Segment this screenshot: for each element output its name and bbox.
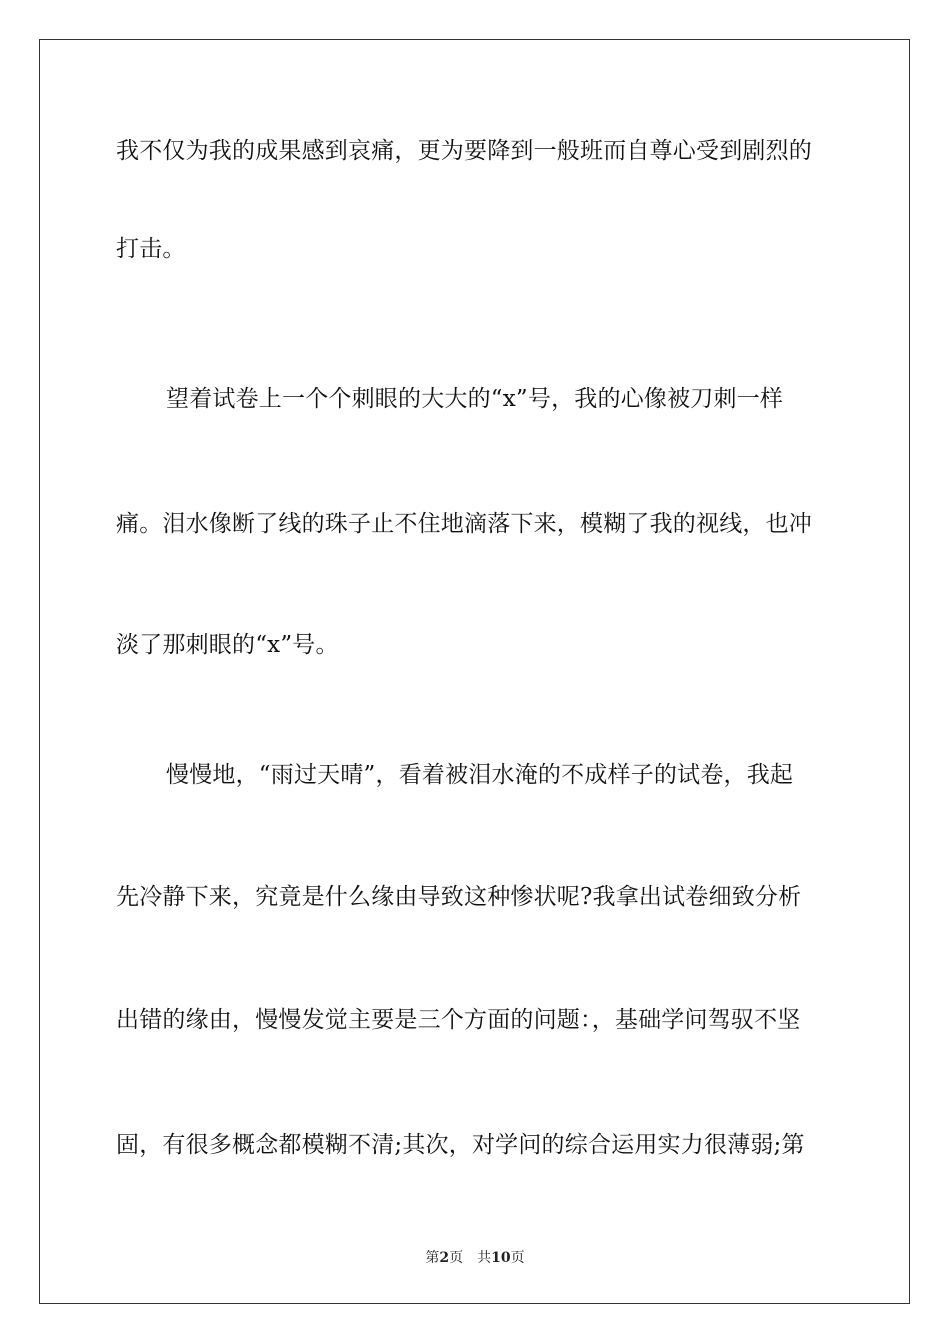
total-suffix: 页 xyxy=(510,1250,525,1266)
text-line-3: 望着试卷上一个个刺眼的大大的“x”号，我的心像被刀刺一样 xyxy=(166,386,784,412)
text-line-4: 痛。泪水像断了线的珠子止不住地滴落下来，模糊了我的视线，也冲 xyxy=(116,511,812,537)
page-number: 2 xyxy=(439,1250,450,1266)
text-line-9: 固，有很多概念都模糊不清;其次，对学问的综合运用实力很薄弱;第 xyxy=(116,1132,805,1158)
text-line-7: 先冷静下来，究竟是什么缘由导致这种惨状呢?我拿出试卷细致分析 xyxy=(116,884,802,910)
text-line-2: 打击。 xyxy=(116,236,186,262)
total-prefix: 共 xyxy=(477,1250,492,1266)
page-suffix: 页 xyxy=(449,1250,464,1266)
page-total: 10 xyxy=(491,1250,511,1266)
text-line-8: 出错的缘由，慢慢发觉主要是三个方面的问题：，基础学问驾驭不坚 xyxy=(116,1007,801,1033)
text-line-1: 我不仅为我的成果感到哀痛，更为要降到一般班而自尊心受到剧烈的 xyxy=(116,138,812,164)
text-line-5: 淡了那刺眼的“x”号。 xyxy=(116,632,339,658)
page-footer xyxy=(0,1249,950,1267)
text-line-6: 慢慢地，“雨过天晴”，看着被泪水淹的不成样子的试卷，我起 xyxy=(166,762,794,788)
page-prefix: 第 xyxy=(425,1250,440,1266)
page-border xyxy=(39,39,910,1304)
